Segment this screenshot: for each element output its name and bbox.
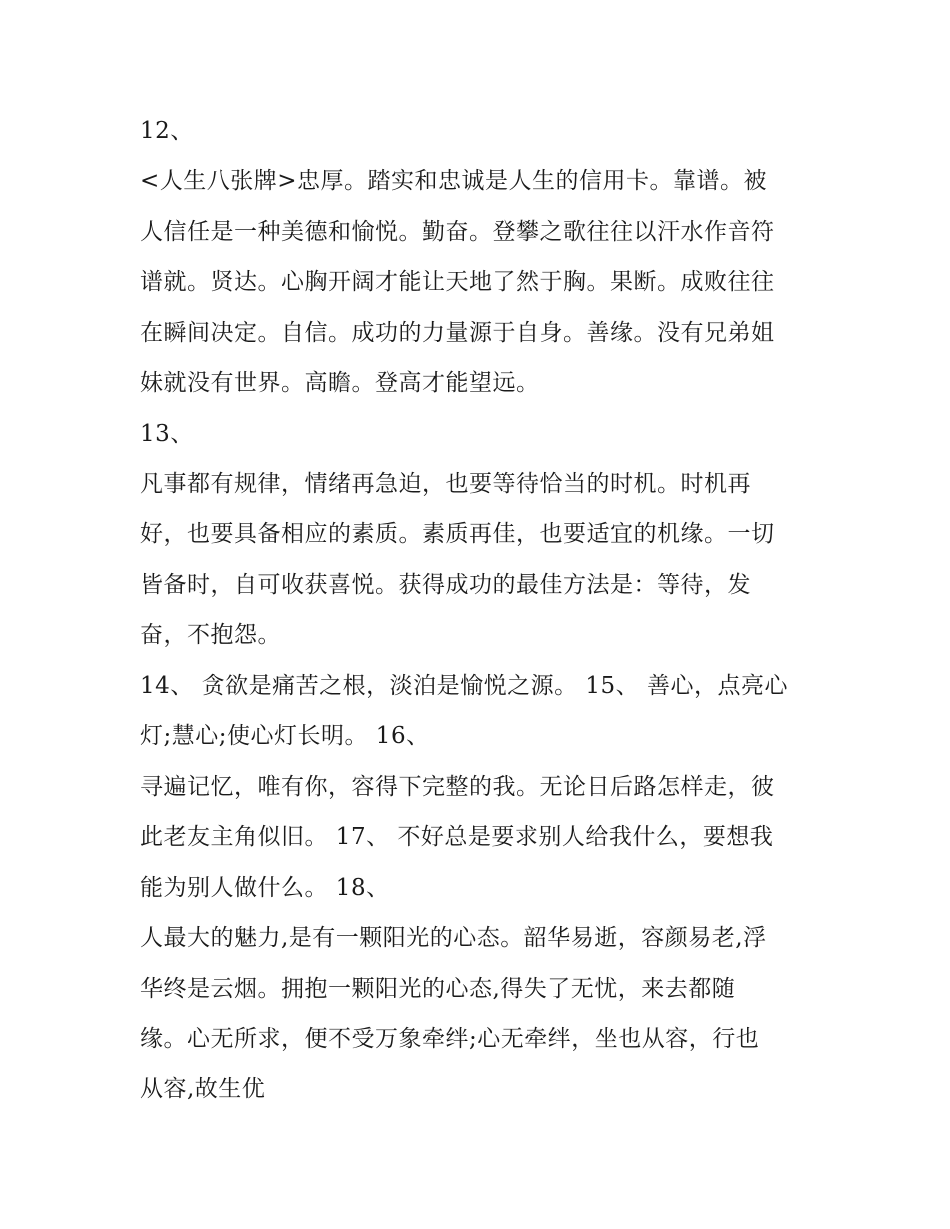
- text-line: 在瞬间决定。自信。成功的力量源于自身。善缘。没有兄弟姐: [140, 320, 775, 346]
- text-line: 奋，不抱怨。: [140, 622, 281, 648]
- text-line: 寻遍记忆，唯有你，容得下完整的我。无论日后路怎样走，彼: [140, 774, 775, 800]
- text-line: 人信任是一种美德和愉悦。勤奋。登攀之歌往往以汗水作音符: [140, 219, 775, 245]
- text-line: 好，也要具备相应的素质。素质再佳，也要适宜的机缘。一切: [140, 521, 775, 547]
- text-line: 缘。心无所求，便不受万象牵绊;心无牵绊，坐也从容，行也: [140, 1026, 760, 1052]
- text-line: 皆备时，自可收获喜悦。获得成功的最佳方法是：等待，发: [140, 572, 751, 598]
- text-line: 妹就没有世界。高瞻。登高才能望远。: [140, 370, 540, 396]
- section-number-13: 13、: [140, 421, 194, 447]
- text-line: 能为别人做什么。 18、: [140, 875, 390, 901]
- text-line: 此老友主角似旧。 17、 不好总是要求别人给我什么，要想我: [140, 824, 774, 850]
- text-line: 灯;慧心;使心灯长明。 16、: [140, 723, 430, 749]
- text-line: 华终是云烟。拥抱一颗阳光的心态,得失了无忧，来去都随: [140, 976, 736, 1002]
- text-line: 人最大的魅力,是有一颗阳光的心态。韶华易逝，容颜易老,浮: [140, 925, 767, 951]
- text-line: 14、 贪欲是痛苦之根，淡泊是愉悦之源。 15、 善心，点亮心: [140, 673, 788, 699]
- section-number-12: 12、: [140, 118, 194, 144]
- text-line: 凡事都有规律，情绪再急迫，也要等待恰当的时机。时机再: [140, 471, 751, 497]
- text-line: 谱就。贤达。心胸开阔才能让天地了然于胸。果断。成败往往: [140, 269, 775, 295]
- text-line: <人生八张牌>忠厚。踏实和忠诚是人生的信用卡。靠谱。被: [140, 168, 768, 194]
- text-line: 从容,故生优: [140, 1076, 266, 1102]
